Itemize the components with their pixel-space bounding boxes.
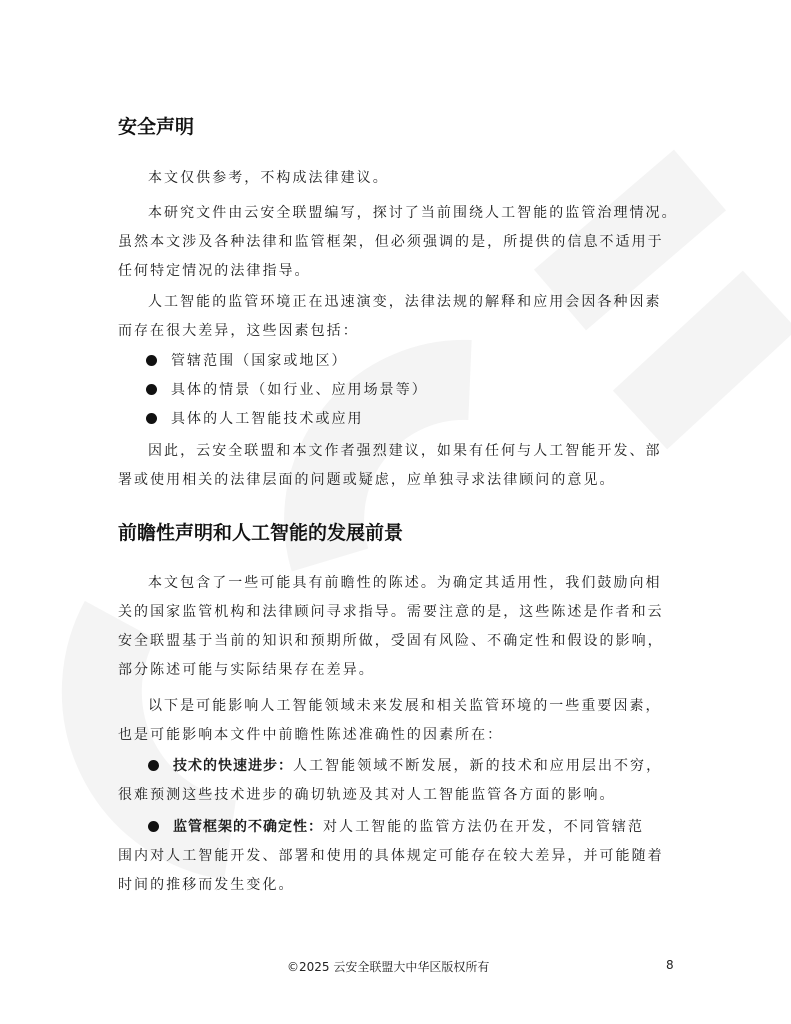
bullet-paragraph: [118, 752, 662, 810]
text-line: 很难预测这些技术进步的确切轨迹及其对人工智能监管各方面的影响。: [118, 787, 616, 803]
section-title-disclaimer: 安全声明: [118, 116, 195, 138]
copyright-text: ©2025 云安全联盟大中华区版权所有: [287, 960, 490, 974]
text-line: 人工智能的监管环境正在迅速演变，法律法规的解释和应用会因各种因素: [148, 294, 662, 310]
text-line: [118, 752, 662, 781]
list-item-text: 具体的情景（如行业、应用场景等）: [171, 382, 428, 398]
text-line: 围内对人工智能开发、部署和使用的具体规定可能存在较大差异，并可能随着: [118, 848, 664, 864]
paragraph: [118, 288, 662, 346]
paragraph: [118, 164, 389, 193]
bullet-icon: [148, 821, 159, 832]
text-line: [118, 813, 664, 842]
bullet-icon: [148, 760, 159, 771]
text-line: 时间的推移而发生变化。: [118, 877, 295, 893]
text-line: 部分陈述可能与实际结果存在差异。: [118, 662, 375, 678]
text-line: 安全联盟基于当前的知识和预期所做，受固有风险、不确定性和假设的影响，: [118, 633, 664, 649]
text-line: 本文包含了一些可能具有前瞻性的陈述。为确定其适用性，我们鼓励向相: [148, 575, 662, 591]
text-line: 也是可能影响本文件中前瞻性陈述准确性的因素所在：: [118, 727, 504, 743]
text-line: 而存在很大差异，这些因素包括：: [118, 323, 359, 339]
bullet-paragraph: [118, 813, 664, 900]
bullet-icon: [146, 384, 157, 395]
paragraph: [118, 199, 678, 286]
bullet-term: 技术的快速进步：: [173, 758, 293, 774]
text-line: 人工智能领域不断发展，新的技术和应用层出不穷，: [293, 758, 663, 774]
text-line: 任何特定情况的法律指导。: [118, 263, 311, 279]
paragraph: [118, 437, 662, 495]
text-line: 关的国家监管机构和法律顾问寻求指导。需要注意的是，这些陈述是作者和云: [118, 604, 664, 620]
bullet-icon: [146, 355, 157, 366]
bullet-icon: [146, 413, 157, 424]
text-line: 虽然本文涉及各种法律和监管框架，但必须强调的是，所提供的信息不适用于: [118, 234, 664, 250]
bullet-list: [118, 347, 428, 434]
paragraph: [118, 569, 664, 685]
list-item: [118, 347, 428, 376]
text-line: 本文仅供参考，不构成法律建议。: [148, 170, 389, 186]
list-item: [118, 405, 428, 434]
list-item-text: 管辖范围（国家或地区）: [171, 353, 348, 369]
text-line: 署或使用相关的法律层面的问题或疑虑，应单独寻求法律顾问的意见。: [118, 472, 616, 488]
text-line: 以下是可能影响人工智能领域未来发展和相关监管环境的一些重要因素，: [148, 698, 662, 714]
page-footer: [0, 958, 791, 978]
section-title-forward-looking: 前瞻性声明和人工智能的发展前景: [118, 522, 404, 544]
text-line: 本研究文件由云安全联盟编写，探讨了当前围绕人工智能的监管治理情况。: [148, 205, 678, 221]
page-number: 8: [666, 958, 674, 972]
bullet-term: 监管框架的不确定性：: [173, 819, 323, 835]
text-line: 对人工智能的监管方法仍在开发，不同管辖范: [323, 819, 644, 835]
paragraph: [118, 692, 662, 750]
list-item: [118, 376, 428, 405]
list-item-text: 具体的人工智能技术或应用: [171, 411, 364, 427]
text-line: 因此，云安全联盟和本文作者强烈建议，如果有任何与人工智能开发、部: [148, 443, 662, 459]
